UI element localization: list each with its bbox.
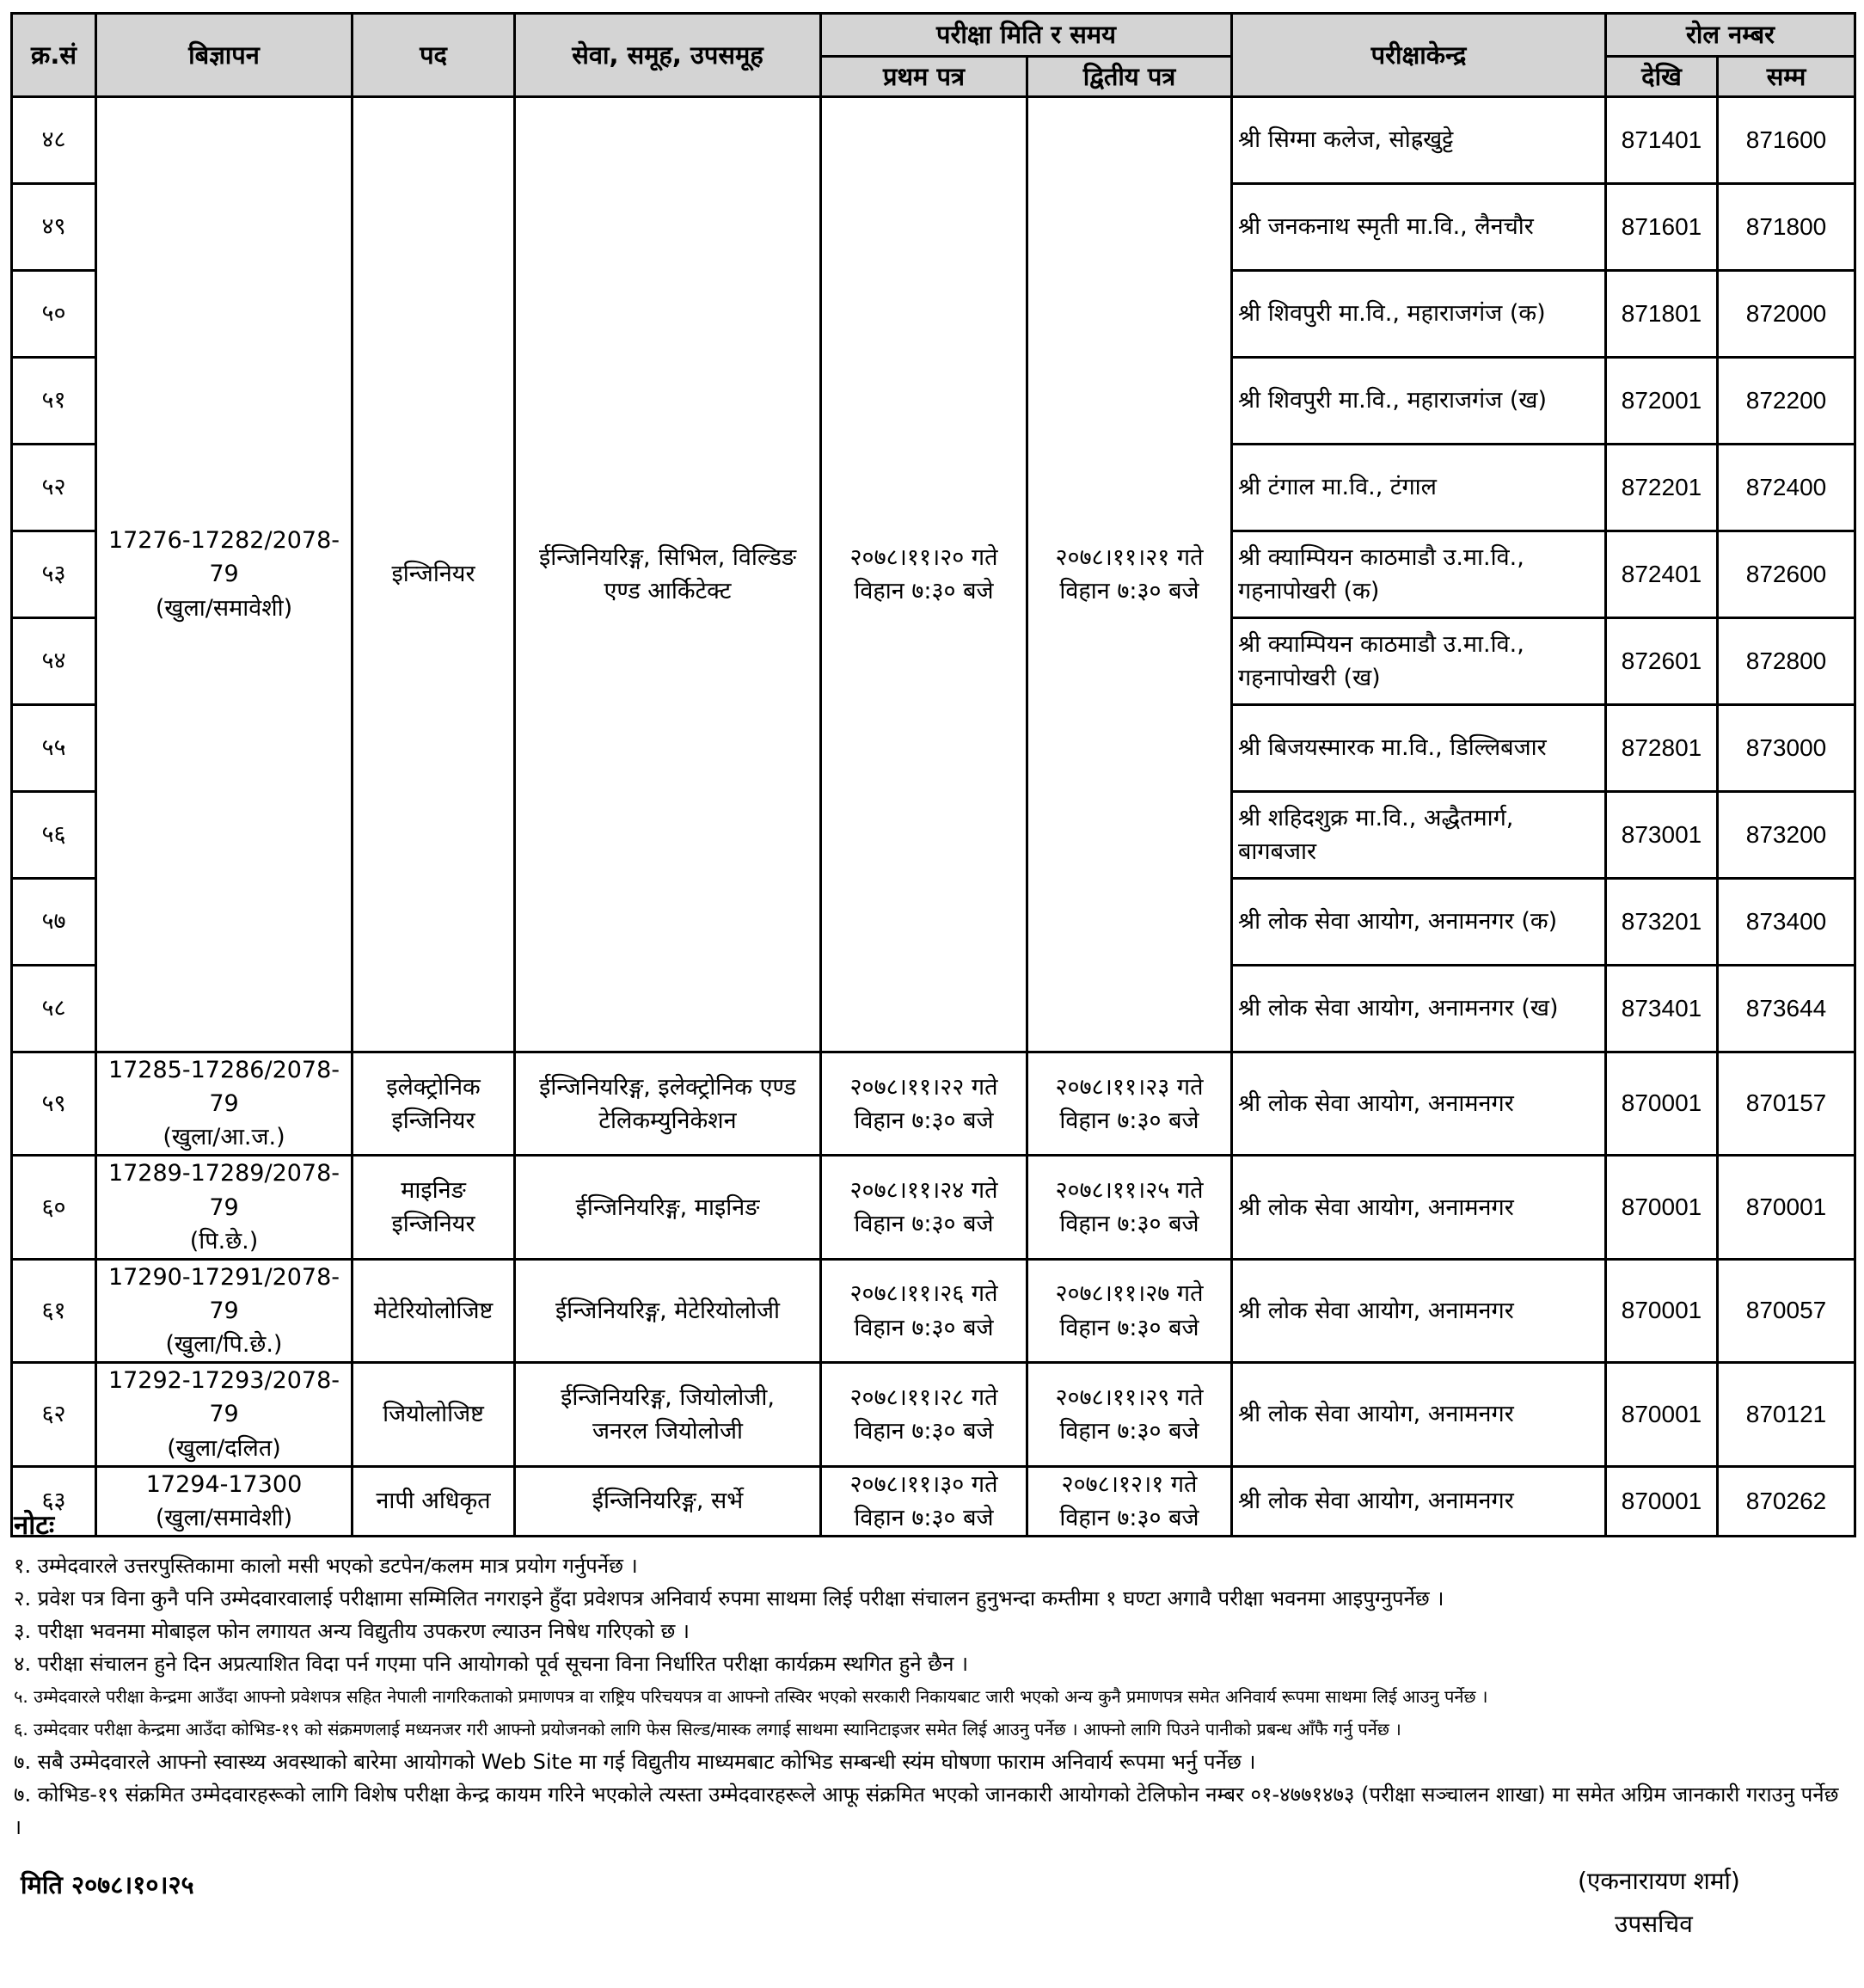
cell-second-paper: २०७८।१२।१ गते विहान ७:३० बजे: [1027, 1466, 1232, 1536]
cell-roll-from: 870001: [1606, 1156, 1718, 1259]
cell-exam-center: श्री लोक सेवा आयोग, अनामनगर: [1232, 1052, 1606, 1156]
cell-service: ईन्जिनियरिङ्ग, माइनिङ: [515, 1156, 821, 1259]
cell-roll-from: 870001: [1606, 1466, 1718, 1536]
adv-category: (खुला/समावेशी): [155, 594, 293, 622]
cell-post: इन्जिनियर: [353, 97, 515, 1052]
cell-roll-to: 872600: [1718, 531, 1855, 618]
cell-roll-to: 872800: [1718, 618, 1855, 705]
cell-post: माइनिङ इन्जिनियर: [353, 1156, 515, 1259]
note-item: १. उम्मेदवारले उत्तरपुस्तिकामा कालो मसी भएको डटपेन/कलम मात्र प्रयोग गर्नुपर्नेछ ।: [14, 1554, 638, 1578]
cell-advertisement: 17285-17286/2078-79 (खुला/आ.ज.): [96, 1052, 353, 1156]
cell-exam-center: श्री शहिदशुक्र मा.वि., अद्धैतमार्ग, बागबजार: [1232, 792, 1606, 879]
note-item: ५. उम्मेदवारले परीक्षा केन्द्रमा आउँदा आफ्नो प्रवेशपत्र सहित नेपाली नागरिकताको प्रमाणपत्र वा राष्ट्रिय परिचयपत्र वा आफ्नो तस्विर भएको सरकारी निकायबाट जारी भएको अन्य कुनै प्रमाणपत्र समेत अनिवार्य रूपमा साथमा लिई आउनु पर्नेछ ।: [14, 1686, 1488, 1707]
issue-date: मिति २०७८।१०।२५: [21, 1870, 194, 1899]
cell-exam-center: श्री क्याम्पियन काठमाडौ उ.मा.वि., गहनापोखरी (क): [1232, 531, 1606, 618]
cell-sn: ६३: [12, 1466, 96, 1536]
table-row: [12, 1259, 1855, 1362]
cell-roll-from: 872601: [1606, 618, 1718, 705]
cell-post: जियोलोजिष्ट: [353, 1363, 515, 1466]
cell-first-paper: २०७८।११।२८ गते विहान ७:३० बजे: [821, 1363, 1027, 1466]
cell-roll-from: 872001: [1606, 358, 1718, 445]
cell-roll-from: 873401: [1606, 966, 1718, 1052]
header-exam-center: परीक्षाकेन्द्र: [1232, 14, 1606, 97]
cell-first-paper: २०७८।११।२६ गते विहान ७:३० बजे: [821, 1259, 1027, 1362]
cell-exam-center: श्री लोक सेवा आयोग, अनामनगर: [1232, 1156, 1606, 1259]
cell-roll-to: 873000: [1718, 705, 1855, 792]
header-second-paper: द्वितीय पत्र: [1027, 57, 1232, 97]
cell-roll-to: 873200: [1718, 792, 1855, 879]
header-roll-number: रोल नम्बर: [1606, 14, 1855, 57]
exam-schedule-table: [10, 12, 1856, 1537]
cell-sn: ५१: [12, 358, 96, 445]
cell-advertisement: [96, 97, 353, 1052]
cell-sn: ५६: [12, 792, 96, 879]
cell-roll-to: 873644: [1718, 966, 1855, 1052]
cell-roll-to: 871800: [1718, 184, 1855, 271]
cell-roll-from: 871401: [1606, 97, 1718, 184]
table-row: [12, 1052, 1855, 1156]
header-first-paper: प्रथम पत्र: [821, 57, 1027, 97]
header-sn: क्र.सं: [12, 14, 96, 97]
header-service: सेवा, समूह, उपसमूह: [515, 14, 821, 97]
note-item: ३. परीक्षा भवनमा मोबाइल फोन लगायत अन्य विद्युतीय उपकरण ल्याउन निषेध गरिएको छ ।: [14, 1619, 690, 1643]
cell-roll-from: 870001: [1606, 1363, 1718, 1466]
cell-exam-center: श्री लोक सेवा आयोग, अनामनगर (क): [1232, 879, 1606, 966]
cell-advertisement: 17290-17291/2078-79 (खुला/पि.छे.): [96, 1259, 353, 1362]
header-roll-from: देखि: [1606, 57, 1718, 97]
cell-exam-center: श्री लोक सेवा आयोग, अनामनगर (ख): [1232, 966, 1606, 1052]
cell-sn: ५५: [12, 705, 96, 792]
cell-exam-center: श्री सिग्मा कलेज, सोह्रखुट्टे: [1232, 97, 1606, 184]
cell-service: ईन्जिनियरिङ्ग, सर्भे: [515, 1466, 821, 1536]
cell-roll-from: 873201: [1606, 879, 1718, 966]
header-roll-to: सम्म: [1718, 57, 1855, 97]
cell-sn: ५०: [12, 271, 96, 358]
cell-roll-to: 872200: [1718, 358, 1855, 445]
note-item: २. प्रवेश पत्र विना कुनै पनि उम्मेदवारवालाई परीक्षामा सम्मिलित नगराइने हुँदा प्रवेशपत्र अनिवार्य रुपमा साथमा लिई परीक्षा संचालन हुनुभन्दा कम्तीमा १ घण्टा अगावै परीक्षा भवनमा आइपुग्नुपर्नेछ ।: [14, 1586, 1444, 1611]
cell-roll-to: 872400: [1718, 445, 1855, 531]
cell-roll-to: 870262: [1718, 1466, 1855, 1536]
cell-sn: ६१: [12, 1259, 96, 1362]
cell-post: नापी अधिकृत: [353, 1466, 515, 1536]
cell-sn: ५७: [12, 879, 96, 966]
cell-roll-to: 873400: [1718, 879, 1855, 966]
cell-roll-to: 871600: [1718, 97, 1855, 184]
header-advertisement: बिज्ञापन: [96, 14, 353, 97]
cell-roll-from: 872801: [1606, 705, 1718, 792]
cell-first-paper: २०७८।११।३० गते विहान ७:३० बजे: [821, 1466, 1027, 1536]
cell-sn: ५२: [12, 445, 96, 531]
cell-sn: ५४: [12, 618, 96, 705]
cell-service: ईन्जिनियरिङ्ग, इलेक्ट्रोनिक एण्ड टेलिकम्युनिकेशन: [515, 1052, 821, 1156]
cell-second-paper: २०७८।११।२३ गते विहान ७:३० बजे: [1027, 1052, 1232, 1156]
cell-roll-from: 870001: [1606, 1052, 1718, 1156]
notes-title: नोटः: [14, 1510, 55, 1541]
cell-exam-center: श्री लोक सेवा आयोग, अनामनगर: [1232, 1466, 1606, 1536]
cell-second-paper: २०७८।११।२७ गते विहान ७:३० बजे: [1027, 1259, 1232, 1362]
cell-roll-from: 873001: [1606, 792, 1718, 879]
signatory-designation: उपसचिव: [1615, 1910, 1693, 1938]
cell-second-paper: २०७८।११।२१ गते विहान ७:३० बजे: [1027, 97, 1232, 1052]
cell-roll-to: 870001: [1718, 1156, 1855, 1259]
cell-roll-to: 870157: [1718, 1052, 1855, 1156]
cell-roll-from: 872401: [1606, 531, 1718, 618]
cell-advertisement: 17292-17293/2078-79 (खुला/दलित): [96, 1363, 353, 1466]
cell-roll-from: 870001: [1606, 1259, 1718, 1362]
note-item: ७. सबै उम्मेदवारले आफ्नो स्वास्थ्य अवस्थाको बारेमा आयोगको Web Site मा गई विद्युतीय माध्यमबाट कोभिड सम्बन्धी स्यंम घोषणा फाराम अनिवार्य रूपमा भर्नु पर्नेछ ।: [14, 1750, 1256, 1774]
cell-sn: ५९: [12, 1052, 96, 1156]
cell-exam-center: श्री जनकनाथ स्मृती मा.वि., लैनचौर: [1232, 184, 1606, 271]
cell-first-paper: २०७८।११।२४ गते विहान ७:३० बजे: [821, 1156, 1027, 1259]
cell-second-paper: २०७८।११।२५ गते विहान ७:३० बजे: [1027, 1156, 1232, 1259]
cell-sn: ५८: [12, 966, 96, 1052]
cell-exam-center: श्री लोक सेवा आयोग, अनामनगर: [1232, 1259, 1606, 1362]
note-item: ७. कोभिड-१९ संक्रमित उम्मेदवारहरूको लागि विशेष परीक्षा केन्द्र कायम गरिने भएकोले त्यस्ता उम्मेदवारहरूले आफू संक्रमित भएको जानकारी आयोगको टेलिफोन नम्बर ०१-४७७१४७३ (परीक्षा सञ्चालन शाखा) मा समेत अग्रिम जानकारी गराउनु पर्नेछ ।: [14, 1782, 1839, 1839]
cell-advertisement: 17289-17289/2078-79 (पि.छे.): [96, 1156, 353, 1259]
note-item: ६. उम्मेदवार परीक्षा केन्द्रमा आउँदा कोभिड-१९ को संक्रमणलाई मध्यनजर गरी आफ्नो प्रयोजनको लागि फेस सिल्ड/मास्क लगाई साथमा स्यानिटाइजर समेत लिई आउनु पर्नेछ । आफ्नो लागि पिउने पानीको प्रबन्ध आँफै गर्नु पर्नेछ ।: [14, 1719, 1401, 1740]
signatory-name: (एकनारायण शर्मा): [1578, 1867, 1740, 1895]
adv-number: 17276-17282/2078-79: [107, 527, 340, 588]
cell-sn: ६०: [12, 1156, 96, 1259]
cell-roll-from: 872201: [1606, 445, 1718, 531]
cell-exam-center: श्री शिवपुरी मा.वि., महाराजगंज (क): [1232, 271, 1606, 358]
cell-post: इलेक्ट्रोनिक इन्जिनियर: [353, 1052, 515, 1156]
cell-advertisement: 17294-17300 (खुला/समावेशी): [96, 1466, 353, 1536]
table-row: [12, 97, 1855, 184]
cell-roll-from: 871801: [1606, 271, 1718, 358]
cell-sn: ५३: [12, 531, 96, 618]
cell-service: ईन्जिनियरिङ्ग, मेटेरियोलोजी: [515, 1259, 821, 1362]
note-item: ४. परीक्षा संचालन हुने दिन अप्रत्याशित विदा पर्न गएमा पनि आयोगको पूर्व सूचना विना निर्धारित परीक्षा कार्यक्रम स्थगित हुने छैन ।: [14, 1652, 969, 1676]
cell-sn: ४९: [12, 184, 96, 271]
cell-first-paper: २०७८।११।२२ गते विहान ७:३० बजे: [821, 1052, 1027, 1156]
cell-exam-center: श्री लोक सेवा आयोग, अनामनगर: [1232, 1363, 1606, 1466]
cell-exam-center: श्री बिजयस्मारक मा.वि., डिल्लिबजार: [1232, 705, 1606, 792]
cell-sn: ६२: [12, 1363, 96, 1466]
header-exam-date: परीक्षा मिति र समय: [821, 14, 1232, 57]
cell-roll-to: 870057: [1718, 1259, 1855, 1362]
header-post: पद: [353, 14, 515, 97]
cell-first-paper: २०७८।११।२० गते विहान ७:३० बजे: [821, 97, 1027, 1052]
cell-service: ईन्जिनियरिङ्ग, जियोलोजी, जनरल जियोलोजी: [515, 1363, 821, 1466]
cell-exam-center: श्री शिवपुरी मा.वि., महाराजगंज (ख): [1232, 358, 1606, 445]
cell-exam-center: श्री क्याम्पियन काठमाडौ उ.मा.वि., गहनापोखरी (ख): [1232, 618, 1606, 705]
cell-exam-center: श्री टंगाल मा.वि., टंगाल: [1232, 445, 1606, 531]
cell-roll-to: 872000: [1718, 271, 1855, 358]
cell-roll-to: 870121: [1718, 1363, 1855, 1466]
cell-post: मेटेरियोलोजिष्ट: [353, 1259, 515, 1362]
cell-sn: ४८: [12, 97, 96, 184]
cell-service: ईन्जिनियरिङ्ग, सिभिल, विल्डिङ एण्ड आर्किटेक्ट: [515, 97, 821, 1052]
table-row: [12, 1363, 1855, 1466]
cell-second-paper: २०७८।११।२९ गते विहान ७:३० बजे: [1027, 1363, 1232, 1466]
notes-section: [14, 1506, 1845, 1844]
table-row: [12, 1156, 1855, 1259]
cell-roll-from: 871601: [1606, 184, 1718, 271]
